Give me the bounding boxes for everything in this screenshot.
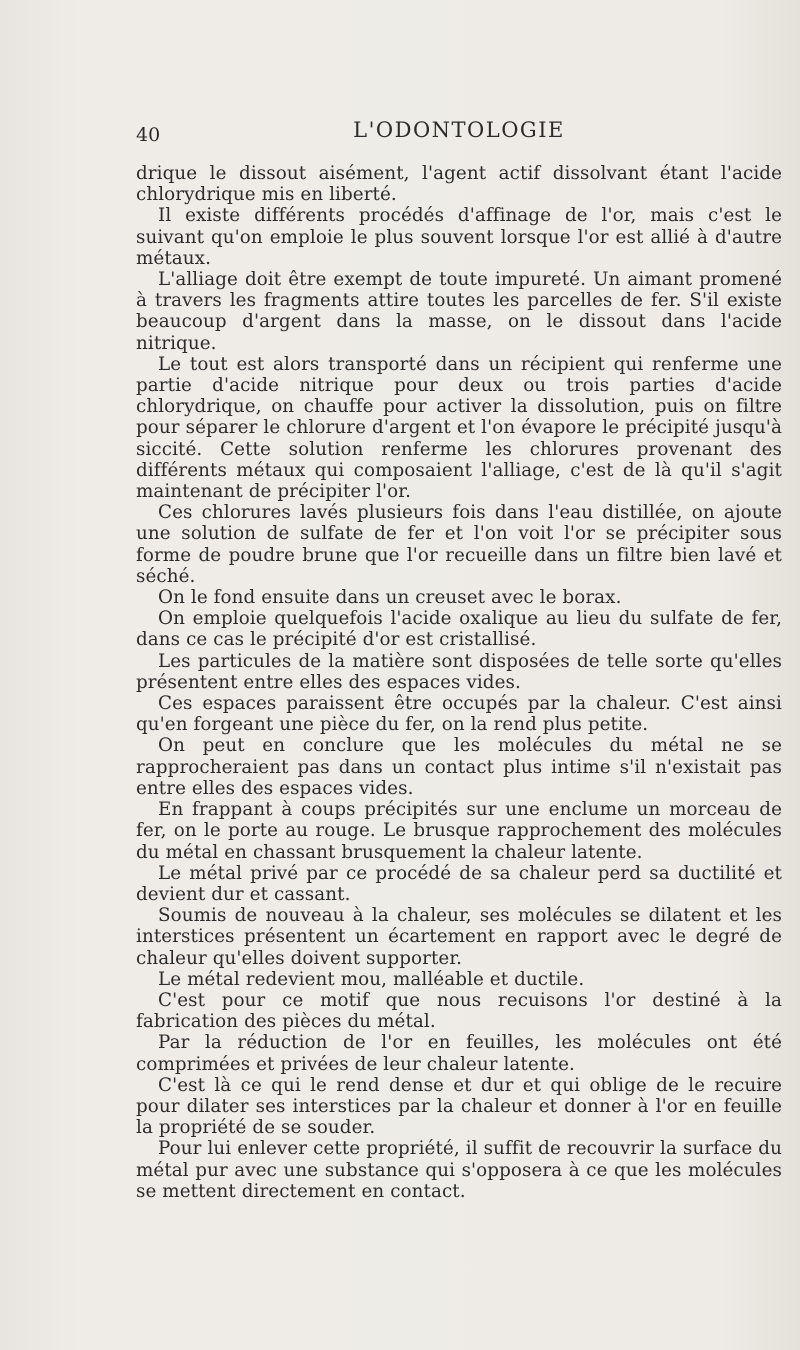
- paragraph: Ces espaces paraissent être occupés par la chaleur. C'est ainsi qu'en forgeant une pièce du fer, on la rend plus petite.: [136, 693, 782, 736]
- paragraph: drique le dissout aisément, l'agent actif dissolvant étant l'acide chlorydrique mis en liberté.: [136, 163, 782, 206]
- page-header: [136, 118, 782, 148]
- paragraph: Il existe différents procédés d'affinage de l'or, mais c'est le suivant qu'on emploie le plus souvent lorsque l'or est allié à d'autre métaux.: [136, 205, 782, 269]
- paragraph: Pour lui enlever cette propriété, il suffit de recouvrir la surface du métal pur avec une substance qui s'opposera à ce que les molécules se mettent directement en contact.: [136, 1138, 782, 1202]
- paragraph: Le tout est alors transporté dans un récipient qui renferme une partie d'acide nitrique pour deux ou trois parties d'acide chlorydrique, on chauffe pour activer la dissolution, puis on filtre pour séparer le chlorure d'argent et l'on évapore le précipité jusqu'à siccité. Cette solution renferme les chlorures provenant des différents métaux qui composaient l'alliage, c'est de là qu'il s'agit maintenant de précipiter l'or.: [136, 353, 782, 503]
- paragraph: Ces chlorures lavés plusieurs fois dans l'eau distillée, on ajoute une solution de sulfate de fer et l'on voit l'or se précipiter sous forme de poudre brune que l'or recueille dans un filtre bien lavé et séché.: [136, 502, 782, 587]
- paragraph: L'alliage doit être exempt de toute impureté. Un aimant promené à travers les fragments attire toutes les parcelles de fer. S'il existe beaucoup d'argent dans la masse, on le dissout dans l'acide nitrique.: [136, 269, 782, 354]
- paragraph: En frappant à coups précipités sur une enclume un morceau de fer, on le porte au rouge. Le brusque rapprochement des molécules du métal en chassant brusquement la chaleur latente.: [136, 799, 782, 863]
- paragraph: On le fond ensuite dans un creuset avec le borax.: [158, 587, 622, 609]
- paragraph: Soumis de nouveau à la chaleur, ses molécules se dilatent et les interstices présentent un écartement en rapport avec le degré de chaleur qu'elles doivent supporter.: [136, 905, 782, 969]
- body-text: [136, 163, 782, 1202]
- running-title: L'ODONTOLOGIE: [353, 118, 565, 142]
- paragraph: On peut en conclure que les molécules du métal ne se rapprocheraient pas dans un contact plus intime s'il n'existait pas entre elles des espaces vides.: [136, 735, 782, 799]
- paragraph: Le métal redevient mou, malléable et ductile.: [158, 968, 585, 990]
- page-number: 40: [136, 124, 161, 146]
- paragraph: Les particules de la matière sont disposées de telle sorte qu'elles présentent entre elles des espaces vides.: [136, 650, 782, 693]
- paragraph: On emploie quelquefois l'acide oxalique au lieu du sulfate de fer, dans ce cas le précipité d'or est cristallisé.: [136, 608, 782, 651]
- paragraph: Par la réduction de l'or en feuilles, les molécules ont été comprimées et privées de leur chaleur latente.: [136, 1032, 782, 1075]
- paragraph: Le métal privé par ce procédé de sa chaleur perd sa ductilité et devient dur et cassant.: [136, 862, 782, 905]
- paragraph: C'est là ce qui le rend dense et dur et qui oblige de le recuire pour dilater ses interstices par la chaleur et donner à l'or en feuille la propriété de se souder.: [136, 1074, 782, 1139]
- paragraph: C'est pour ce motif que nous recuisons l'or destiné à la fabrication des pièces du métal.: [136, 989, 782, 1033]
